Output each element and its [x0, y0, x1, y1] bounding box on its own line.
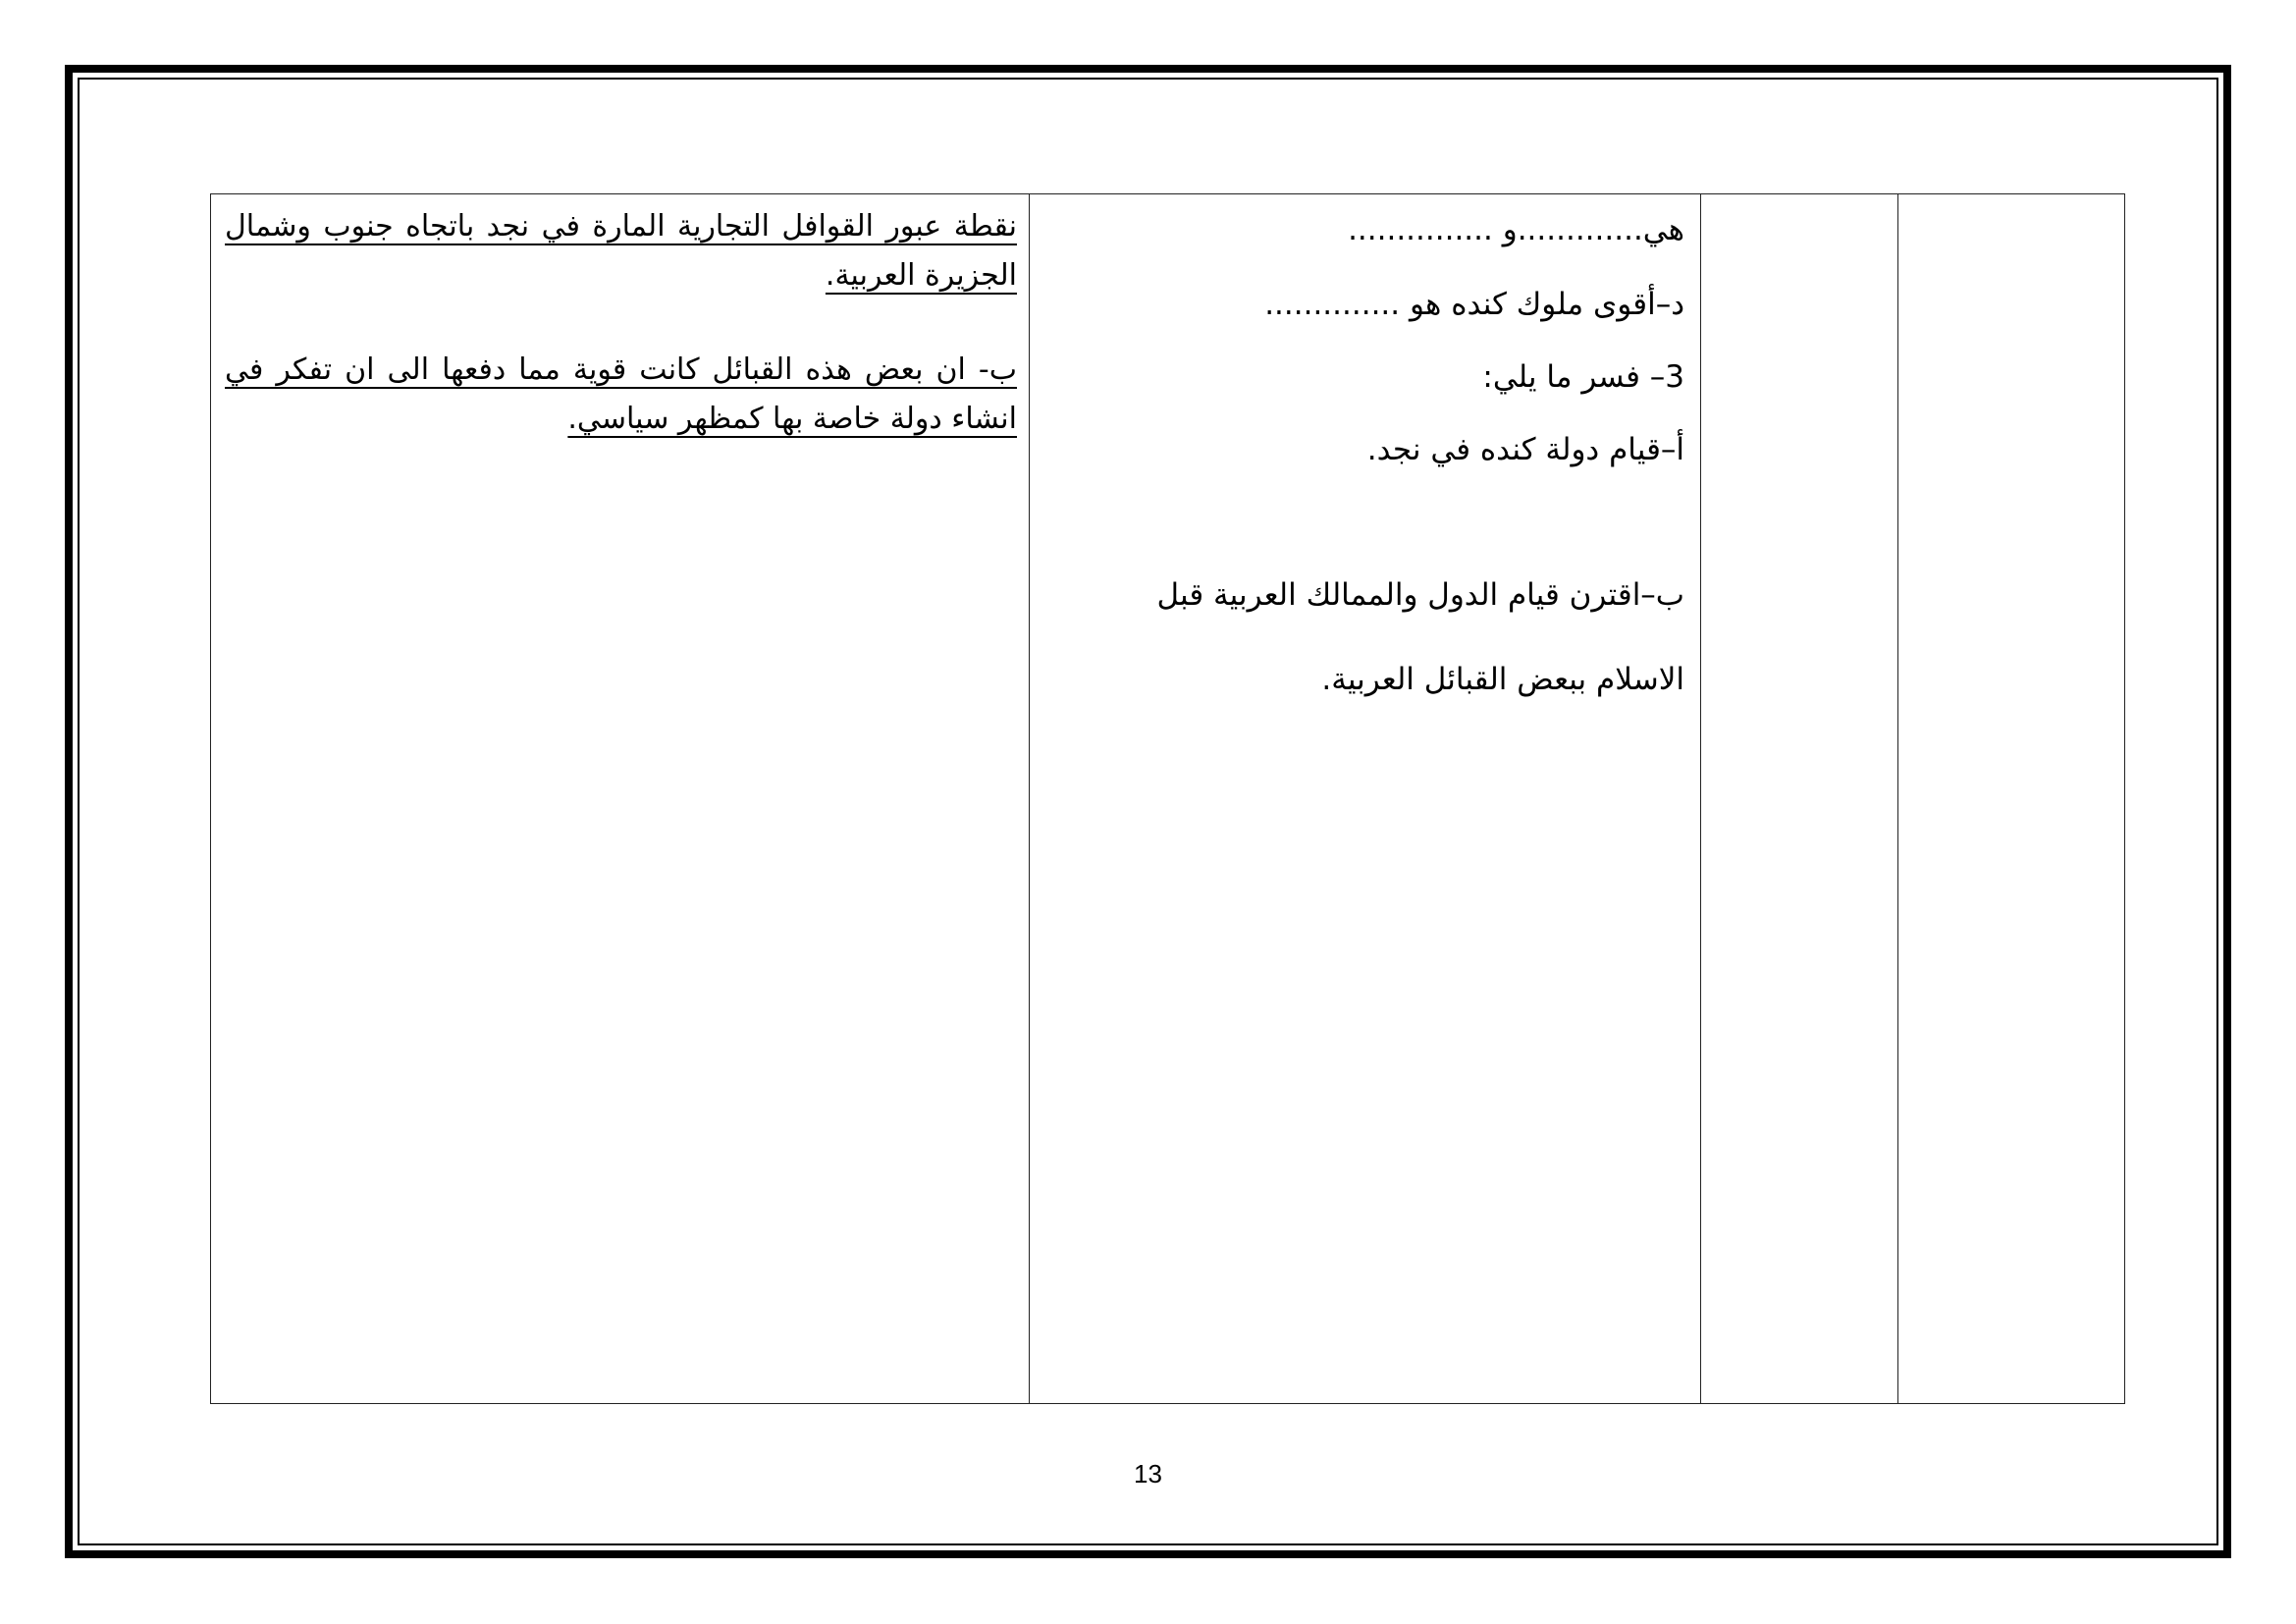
answer-paragraph-1: نقطة عبور القوافل التجارية المارة في نجد باتجاه جنوب وشمال الجزيرة العربية.	[225, 209, 1017, 293]
question-line-ba-2: الاسلام ببعض القبائل العربية.	[1321, 662, 1684, 697]
empty-cell	[1897, 194, 2126, 1403]
question-line-dal: د–أقوى ملوك كنده هو ..............	[1264, 287, 1684, 322]
question-line-alif: أ–قيام دولة كنده في نجد.	[1366, 432, 1684, 467]
question-3-heading: 3– فسر ما يلي:	[1482, 359, 1684, 395]
lesson-table	[210, 193, 2125, 1404]
answer-paragraph-2: ب- ان بعض هذه القبائل كانت قوية مما دفعها الى ان تفكر في انشاء دولة خاصة بها كمظهر سياسي.	[225, 352, 1017, 436]
question-line-he: هي.............و ...............	[1348, 212, 1684, 247]
page-number: 13	[1134, 1459, 1162, 1489]
question-line-ba-1: ب–اقترن قيام الدول والممالك العربية قبل	[1156, 577, 1684, 613]
question-cell	[1029, 194, 1700, 1403]
answer-cell	[211, 194, 1029, 1403]
empty-cell	[1700, 194, 1897, 1403]
